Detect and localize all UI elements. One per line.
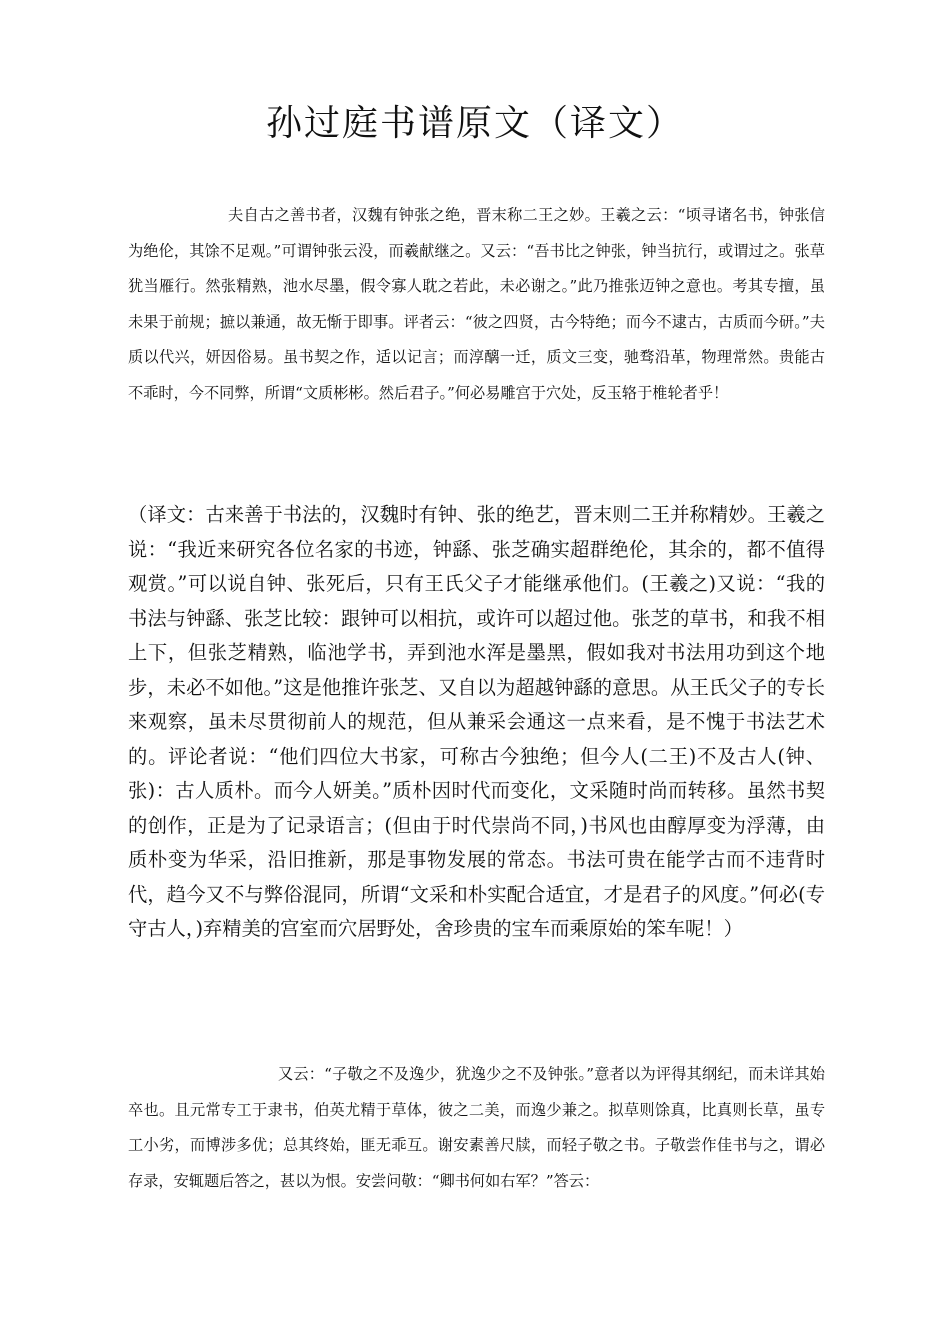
document-title: 孙过庭书谱原文（译文） (265, 103, 684, 144)
original-text-paragraph-2: 又云：“子敬之不及逸少，犹逸少之不及钟张。”意者以为评得其纲纪，而未详其始卒也。且元常专工于隶书，伯英尤精于草体，彼之二美，而逸少兼之。拟草则馀真，比真则长草，虽专工小劣，而博涉多优；总其终始，匪无乖互。谢安素善尺牍，而轻子敬之书。子敬尝作佳书与之，谓必存录，安辄题后答之，甚以为恨。安尝问敬：“卿书何如右军？”答云： (128, 1065, 825, 1190)
translation-paragraph-1: （译文：古来善于书法的，汉魏时有钟、张的绝艺，晋末则二王并称精妙。王羲之说：“我近来研究各位名家的书迹，钟繇、张芝确实超群绝伦，其余的，都不值得观赏。”可以说自钟、张死后，只有王氏父子才能继承他们。(王羲之)又说：“我的书法与钟繇、张芝比较：跟钟可以相抗，或许可以超过他。张芝的草书，和我不相上下，但张芝精熟，临池学书，弄到池水浑是墨黑，假如我对书法用功到这个地步，未必不如他。”这是他推许张芝、又自以为超越钟繇的意思。从王氏父子的专长来观察，虽未尽贯彻前人的规范，但从兼采会通这一点来看，是不愧于书法艺术的。评论者说：“他们四位大书家，可称古今独绝；但今人(二王)不及古人(钟、张)：古人质朴。而今人妍美。”质朴因时代而变化，文采随时尚而转移。虽然书契的创作，正是为了记录语言；(但由于时代崇尚不同，)书风也由醇厚变为浮薄，由质朴变为华采，沿旧推新，那是事物发展的常态。书法可贵在能学古而不违背时代，趋今又不与弊俗混同，所谓“文采和朴实配合适宜，才是君子的风度。”何必(专守古人，)弃精美的宫室而穴居野处，舍珍贵的宝车而乘原始的笨车呢！） (128, 503, 825, 940)
original-text-paragraph-1: 夫自古之善书者，汉魏有钟张之绝，晋末称二王之妙。王羲之云：“顷寻诸名书，钟张信为绝伦，其馀不足观。”可谓钟张云没，而羲献继之。又云：“吾书比之钟张，钟当抗行，或谓过之。张草犹当雁行。然张精熟，池水尽墨，假令寡人耽之若此，未必谢之。”此乃推张迈钟之意也。考其专擅，虽未果于前规；摭以兼通，故无惭于即事。评者云：“彼之四贤，古今特绝；而今不逮古，古质而今研。”夫质以代兴，妍因俗易。虽书契之作，适以记言；而淳醨一迁，质文三变，驰骛沿革，物理常然。贵能古不乖时，今不同弊，所谓“文质彬彬。然后君子。”何必易雕宫于穴处，反玉辂于椎轮者乎！ (128, 206, 825, 402)
